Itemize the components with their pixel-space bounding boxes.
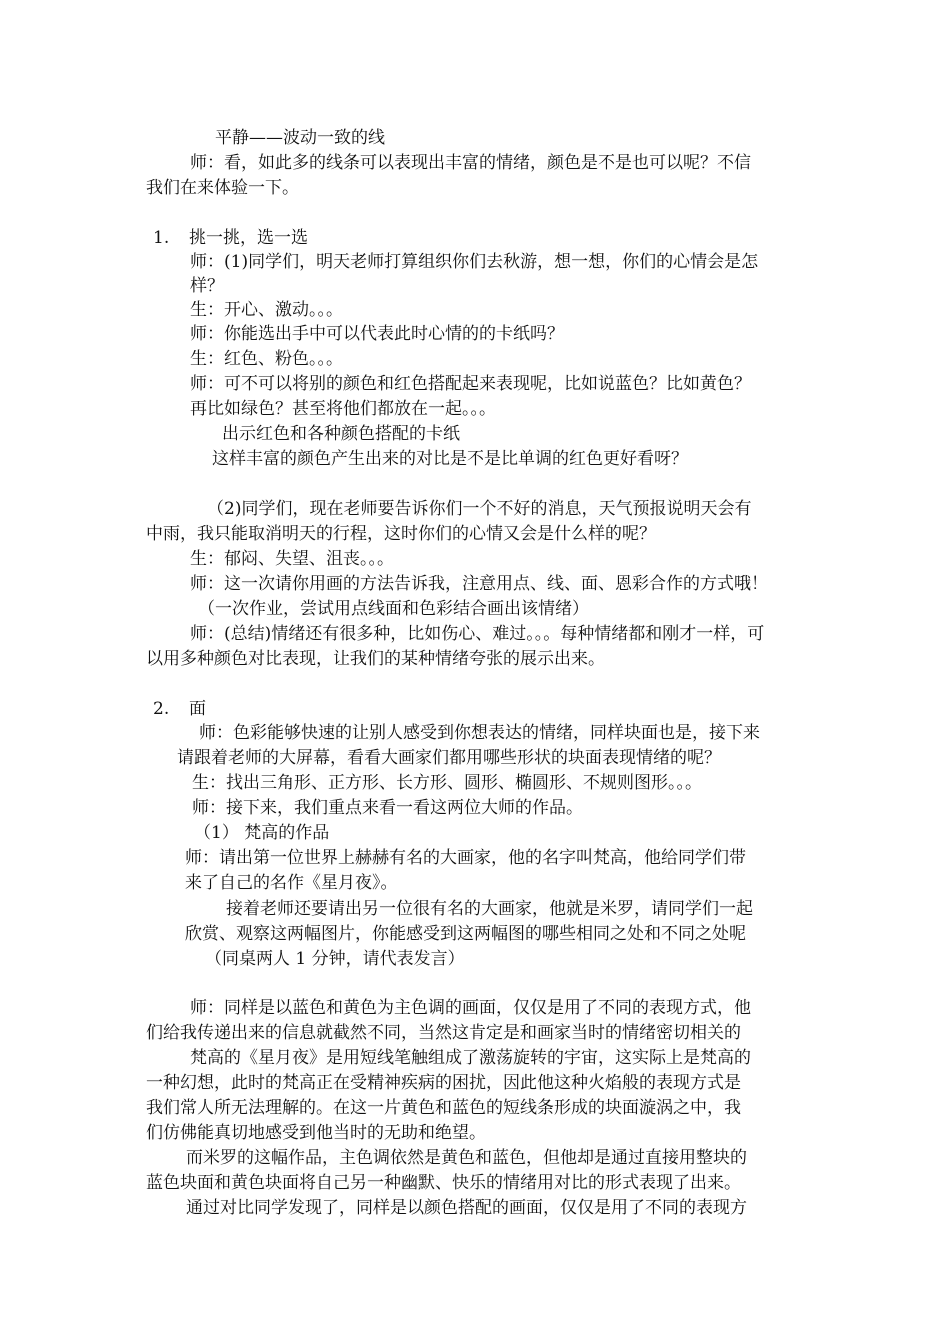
text-line: 梵高的《星月夜》是用短线笔触组成了激荡旋转的宇宙，这实际上是梵高的	[190, 1048, 751, 1068]
text-line: 们仿佛能真切地感受到他当时的无助和绝望。	[146, 1123, 486, 1143]
text-line: 师：接下来，我们重点来看一看这两位大师的作品。	[192, 798, 583, 818]
text-line: 师：看，如此多的线条可以表现出丰富的情绪，颜色是不是也可以呢？不信	[190, 153, 751, 173]
text-line: 出示红色和各种颜色搭配的卡纸	[222, 424, 460, 444]
text-line: 师：这一次请你用画的方法告诉我，注意用点、线、面、恩彩合作的方式哦！	[190, 574, 768, 594]
text-line: （同桌两人 1 分钟，请代表发言）	[205, 949, 465, 969]
text-line: 这样丰富的颜色产生出来的对比是不是比单调的红色更好看呀？	[212, 449, 688, 469]
text-line: 以用多种颜色对比表现，让我们的某种情绪夸张的展示出来。	[146, 649, 605, 669]
text-line: （一次作业，尝试用点线面和色彩结合画出该情绪）	[198, 599, 589, 619]
list-item-2	[153, 697, 206, 721]
text-line: 们给我传递出来的信息就截然不同，当然这肯定是和画家当时的情绪密切相关的	[146, 1023, 741, 1043]
text-line: 生：找出三角形、正方形、长方形、圆形、椭圆形、不规则图形。。。	[192, 773, 702, 793]
text-line: 我们在来体验一下。	[146, 178, 299, 198]
text-line: 而米罗的这幅作品，主色调依然是黄色和蓝色，但他却是通过直接用整块的	[186, 1148, 747, 1168]
text-line: 师：(1)同学们，明天老师打算组织你们去秋游，想一想，你们的心情会是怎	[190, 252, 759, 272]
text-line: 样？	[190, 276, 224, 296]
text-line: 生：开心、激动。。。	[190, 300, 343, 320]
text-line: 生：郁闷、失望、沮丧。。。	[190, 549, 394, 569]
text-line: 蓝色块面和黄色块面将自己另一种幽默、快乐的情绪用对比的形式表现了出来。	[146, 1173, 741, 1193]
text-line: 师：色彩能够快速的让别人感受到你想表达的情绪，同样块面也是，接下来	[199, 723, 760, 743]
text-line: （1） 梵高的作品	[194, 823, 330, 843]
text-line: 接着老师还要请出另一位很有名的大画家，他就是米罗，请同学们一起	[226, 899, 753, 919]
text-line: 平静——波动一致的线	[215, 128, 385, 148]
list-number: 2.	[153, 699, 170, 719]
list-item-label: 挑一挑，选一选	[189, 228, 308, 248]
text-line: 一种幻想，此时的梵高正在受精神疾病的困扰，因此他这种火焰般的表现方式是	[146, 1073, 741, 1093]
text-line: 师：你能选出手中可以代表此时心情的的卡纸吗？	[190, 324, 564, 344]
text-line: 师：请出第一位世界上赫赫有名的大画家，他的名字叫梵高，他给同学们带	[185, 848, 746, 868]
text-line: 中雨，我只能取消明天的行程，这时你们的心情又会是什么样的呢？	[146, 524, 656, 544]
list-item-label: 面	[189, 699, 206, 719]
list-number: 1.	[153, 228, 170, 248]
text-line: 生：红色、粉色。。。	[190, 349, 343, 369]
text-line: 请跟着老师的大屏幕，看看大画家们都用哪些形状的块面表现情绪的呢？	[177, 748, 721, 768]
text-line: 通过对比同学发现了，同样是以颜色搭配的画面，仅仅是用了不同的表现方	[186, 1198, 747, 1218]
text-line: 来了自己的名作《星月夜》。	[185, 873, 398, 893]
text-line: 再比如绿色？甚至将他们都放在一起。。。	[190, 399, 496, 419]
text-line: 师：可不可以将别的颜色和红色搭配起来表现呢，比如说蓝色？比如黄色？	[190, 374, 751, 394]
list-item-1	[153, 226, 308, 250]
text-line: 欣赏、观察这两幅图片，你能感受到这两幅图的哪些相同之处和不同之处呢	[185, 924, 746, 944]
text-line: 师：(总结)情绪还有很多种，比如伤心、难过。。。每种情绪都和刚才一样，可	[190, 624, 765, 644]
text-line: 我们常人所无法理解的。在这一片黄色和蓝色的短线条形成的块面漩涡之中，我	[146, 1098, 741, 1118]
text-line: 师：同样是以蓝色和黄色为主色调的画面，仅仅是用了不同的表现方式，他	[190, 998, 751, 1018]
text-line: （2)同学们，现在老师要告诉你们一个不好的消息，天气预报说明天会有	[207, 499, 752, 519]
